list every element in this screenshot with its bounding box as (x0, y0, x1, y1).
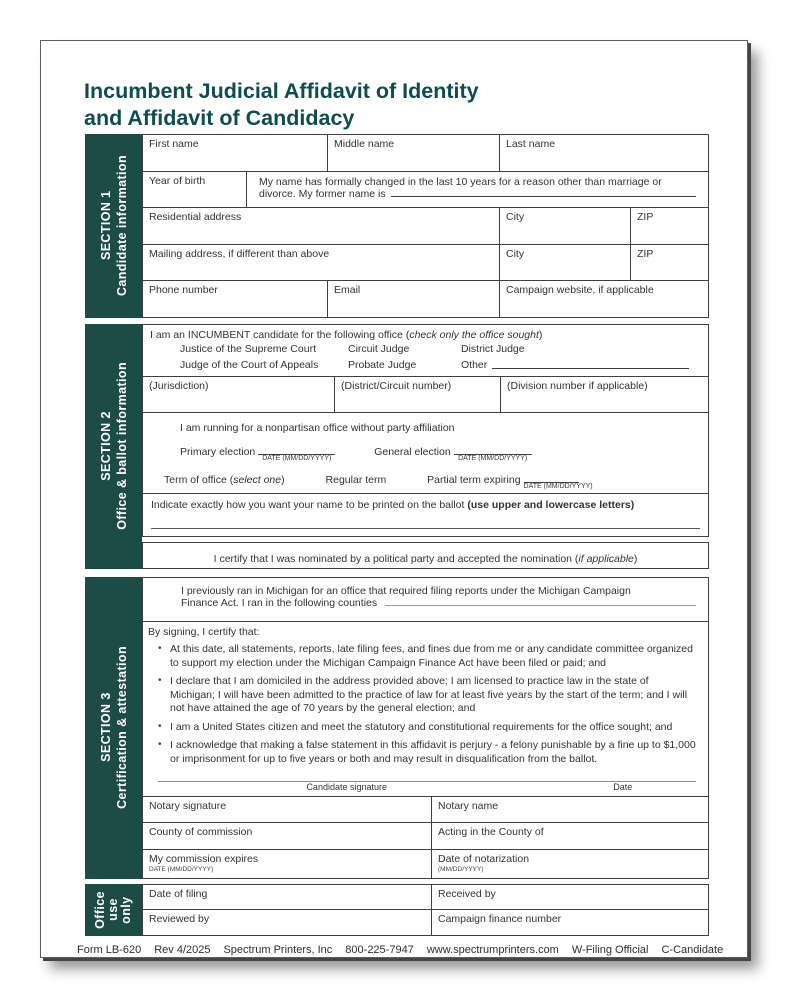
by-signing-label: By signing, I certify that: (148, 626, 260, 638)
office-use-row-2 (142, 909, 709, 936)
year-of-birth-field: Year of birth (143, 172, 247, 208)
birth-namechange-row (142, 171, 709, 209)
primary-election-date-blank: DATE (MM/DD/YYYY) (258, 444, 335, 455)
last-name-field: Last name (506, 138, 556, 150)
section-1-subtitle: Candidate information (114, 155, 129, 297)
notary-signature-field: Notary signature (143, 797, 432, 823)
copy-white: W-Filing Official (571, 944, 649, 956)
name-change-line1: My name has formally changed in the last 10 years for a reason other than marriage or (259, 175, 662, 188)
name-change-statement (247, 172, 708, 208)
section-2 (85, 324, 709, 569)
section-1-sidebar (85, 134, 142, 318)
option-probate-judge: Probate Judge (348, 359, 417, 371)
partial-term-date-blank: DATE (MM/DD/YYYY) (524, 472, 579, 483)
option-supreme-court: Justice of the Supreme Court (180, 343, 316, 355)
received-by-field: Received by (438, 887, 496, 900)
nomination-block (142, 542, 709, 569)
office-use-content (142, 884, 709, 937)
division-number-field: (Division number if applicable) (507, 379, 648, 392)
section-3-content (142, 577, 709, 879)
partial-term-option: Partial term expiring (427, 474, 521, 486)
printer-website: www.spectrumprinters.com (426, 944, 559, 956)
term-of-office-line (164, 472, 708, 490)
contact-row (142, 280, 709, 318)
incumbent-statement: I am an INCUMBENT candidate for the following office (check only the office sought) (150, 329, 543, 341)
bullet-icon: • (158, 720, 162, 732)
name-change-line2: divorce. My former name is (259, 188, 702, 200)
section-3-title: SECTION 3 (98, 692, 113, 763)
phone-field: Phone number (143, 281, 328, 317)
residential-address-field: Residential address (143, 208, 500, 244)
form-number: Form LB-620 (77, 944, 142, 956)
bullet-icon: • (158, 739, 162, 750)
section-2-subtitle: Office & ballot information (114, 362, 129, 531)
date-of-notarization-field: Date of notarization (MM/DD/YYYY) (432, 850, 708, 878)
mailing-address-field: Mailing address, if different than above (143, 245, 500, 281)
office-use-section (85, 884, 709, 937)
nonpartisan-statement: I am running for a nonpartisan office without party affiliation (180, 422, 455, 434)
certify-bullet-4: • I acknowledge that making a false statement in this affidavit is perjury - a felony punishable by a fine up to $1,000 or imprisonment for up to five years or both and may result in disqualification from the ballot. (158, 739, 696, 765)
bullet-icon: • (158, 675, 162, 686)
commission-expires-format: DATE (MM/DD/YYYY) (149, 865, 214, 873)
office-options-row-2 (150, 357, 701, 373)
commission-expires-field: My commission expires DATE (MM/DD/YYYY) (143, 850, 432, 878)
signature-date-label: Date (613, 782, 633, 792)
election-details-block (142, 412, 709, 494)
section-2-content (142, 324, 709, 569)
section-3 (85, 577, 709, 879)
regular-term-option: Regular term (325, 474, 387, 486)
certification-block (142, 621, 709, 797)
mailing-address-row (142, 244, 709, 282)
notary-row-3 (142, 849, 709, 879)
form-footer (77, 944, 747, 956)
form-body (85, 134, 709, 936)
section-2-sidebar (85, 324, 142, 569)
residential-zip-field: ZIP (637, 211, 654, 223)
campaign-finance-number-field: Campaign finance number (438, 913, 562, 925)
residential-city-field: City (500, 208, 631, 244)
jurisdiction-field: (Jurisdiction) (143, 377, 335, 413)
general-election-date-blank: DATE (MM/DD/YYYY) (454, 444, 532, 455)
form-page (40, 40, 748, 958)
notary-row-1 (142, 796, 709, 824)
page-title-line2: and Affidavit of Candidacy (84, 106, 355, 130)
option-court-of-appeals: Judge of the Court of Appeals (180, 359, 319, 371)
page-title-line1: Incumbent Judicial Affidavit of Identity (84, 79, 479, 103)
county-of-commission-field: County of commission (143, 823, 432, 849)
first-name-field: First name (143, 135, 328, 171)
notary-row-2 (142, 822, 709, 850)
primary-election-label: Primary election (180, 446, 256, 458)
counties-blank (385, 605, 696, 606)
signature-labels (148, 782, 700, 796)
ballot-name-instruction: Indicate exactly how you want your name to be printed on the ballot (use upper and lowercase letters) (151, 498, 635, 511)
previous-campaign-line1: I previously ran in Michigan for an office that required filing reports under the Michigan Campaign (181, 584, 631, 597)
office-options-row-1 (150, 341, 701, 357)
certify-bullet-2: • I declare that I am domiciled in the address provided above; I am licensed to practice law in the state of Michigan; I will have been admitted to the practice of law for at least five years by the start of the term; and I will not have attained the age of 70 years by the general election; and (158, 675, 688, 714)
office-use-row-1 (142, 884, 709, 911)
previous-campaign-block (142, 577, 709, 623)
candidate-signature-label: Candidate signature (306, 782, 387, 792)
certify-bullet-1: • At this date, all statements, reports, late filing fees, and fines due from me or any candidate committee organized to support my election under the Michigan Campaign Finance Act have been filed or paid; and (158, 643, 693, 669)
certify-bullet-3: • I am a United States citizen and meet the statutory and constitutional requirements for the office sought; and (158, 720, 673, 733)
previous-campaign-line2: Finance Act. I ran in the following counties (181, 597, 698, 609)
website-field: Campaign website, if applicable (506, 284, 654, 296)
email-field: Email (328, 281, 500, 317)
option-circuit-judge: Circuit Judge (348, 343, 410, 355)
notary-name-field: Notary name (438, 799, 499, 812)
notarization-format: (MM/DD/YYYY) (438, 865, 484, 873)
section-1-content (142, 134, 709, 318)
district-circuit-number-field: (District/Circuit number) (335, 377, 501, 413)
bullet-icon: • (158, 643, 162, 654)
middle-name-field: Middle name (328, 135, 500, 171)
term-of-office-label: Term of office (select one) (164, 474, 285, 486)
nomination-statement: I certify that I was nominated by a political party and accepted the nomination (if applicable) (213, 552, 638, 565)
section-1-sidebar-label (98, 155, 130, 296)
reviewed-by-field: Reviewed by (143, 910, 432, 935)
residential-address-row (142, 207, 709, 245)
revision: Rev 4/2025 (154, 944, 211, 956)
printer-name: Spectrum Printers, Inc (223, 944, 333, 956)
jurisdiction-row (142, 376, 709, 414)
office-use-sidebar-label: Office use only (93, 890, 133, 929)
section-2-title: SECTION 2 (98, 411, 113, 482)
printer-phone: 800-225-7947 (345, 944, 414, 956)
section-2-sidebar-label (98, 362, 130, 530)
section-3-subtitle: Certification & attestation (114, 646, 129, 809)
other-office-blank (492, 368, 689, 369)
office-selection-block (142, 324, 709, 377)
option-district-judge: District Judge (461, 343, 525, 355)
election-dates-line (180, 444, 708, 462)
mailing-zip-field: ZIP (637, 247, 654, 260)
section-3-sidebar-label (98, 646, 130, 809)
ballot-name-block (142, 493, 709, 537)
date-of-filing-field: Date of filing (143, 885, 432, 910)
mailing-city-field: City (500, 245, 631, 281)
section-1 (85, 134, 709, 318)
office-use-sidebar (85, 884, 142, 937)
general-election-label: General election (374, 446, 451, 458)
section-3-sidebar (85, 577, 142, 879)
page-title (84, 78, 747, 132)
copy-canary: C-Candidate (661, 944, 724, 956)
name-row (142, 134, 709, 172)
option-other: Other (461, 357, 701, 373)
ballot-name-blank (151, 528, 700, 529)
acting-county-field: Acting in the County of (438, 826, 544, 838)
former-name-blank (391, 196, 696, 197)
section-1-title: SECTION 1 (98, 191, 113, 261)
